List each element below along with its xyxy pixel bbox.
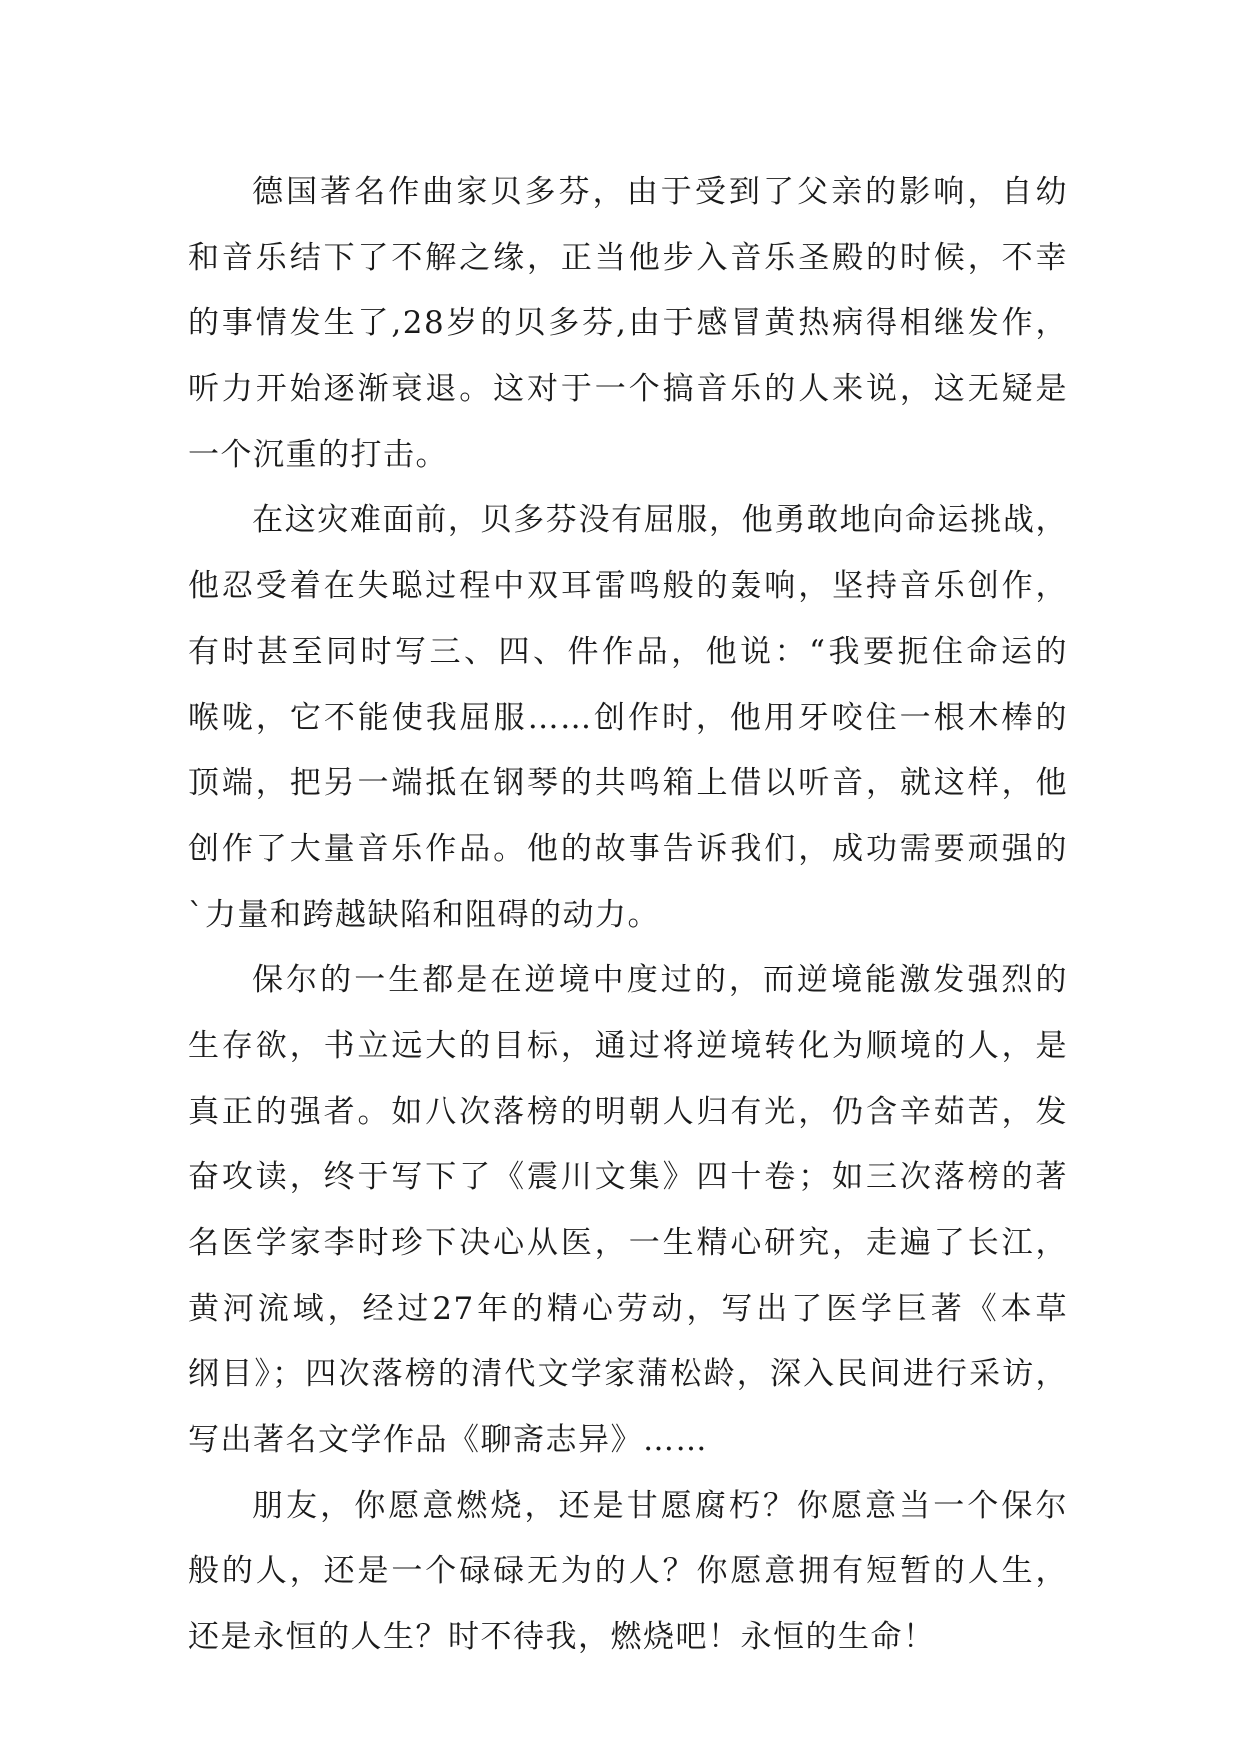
text-line: 黄河流域，经过27年的精心劳动，写出了医学巨著《本草 <box>188 1290 1068 1327</box>
paragraph-beethoven-struggle <box>188 488 1068 948</box>
text-line: 他忍受着在失聪过程中双耳雷鸣般的轰响，坚持音乐创作， <box>188 568 1068 605</box>
text-line: 德国著名作曲家贝多芬，由于受到了父亲的影响，自幼 <box>252 174 1068 210</box>
text-line: 写出著名文学作品《聊斋志异》…… <box>188 1422 708 1459</box>
paragraph-adversity-examples <box>188 948 1068 1474</box>
text-line: 奋攻读，终于写下了《震川文集》四十卷；如三次落榜的著 <box>188 1159 1068 1196</box>
text-line: 在这灾难面前，贝多芬没有屈服，他勇敢地向命运挑战， <box>252 502 1068 539</box>
text-line: 听力开始逐渐衰退。这对于一个搞音乐的人来说，这无疑是 <box>188 371 1068 408</box>
paragraph-conclusion <box>188 1474 1068 1671</box>
text-line: 顶端，把另一端抵在钢琴的共鸣箱上借以听音，就这样，他 <box>188 765 1068 802</box>
text-line: 名医学家李时珍下决心从医，一生精心研究，走遍了长江， <box>188 1225 1068 1261</box>
text-line: 和音乐结下了不解之缘，正当他步入音乐圣殿的时候，不幸 <box>188 239 1068 276</box>
text-line: 喉咙，它不能使我屈服……创作时，他用牙咬住一根木棒的 <box>188 699 1068 736</box>
document-body <box>188 160 1068 1671</box>
text-line: 生存欲，书立远大的目标，通过将逆境转化为顺境的人，是 <box>188 1027 1068 1064</box>
text-line: 真正的强者。如八次落榜的明朝人归有光，仍含辛茹苦，发 <box>188 1093 1068 1130</box>
text-line: 般的人，还是一个碌碌无为的人？你愿意拥有短暂的人生， <box>188 1553 1068 1590</box>
paragraph-beethoven-intro <box>188 160 1068 488</box>
text-line: 一个沉重的打击。 <box>188 436 448 473</box>
text-line: 保尔的一生都是在逆境中度过的，而逆境能激发强烈的 <box>252 962 1068 999</box>
text-line: 还是永恒的人生？时不待我，燃烧吧！永恒的生命！ <box>188 1619 936 1656</box>
text-line: 创作了大量音乐作品。他的故事告诉我们，成功需要顽强的 <box>188 830 1068 867</box>
text-line: 朋友，你愿意燃烧，还是甘愿腐朽？你愿意当一个保尔 <box>252 1487 1068 1524</box>
text-line: 纲目》；四次落榜的清代文学家蒲松龄，深入民间进行采访， <box>188 1356 1068 1393</box>
text-line: 的事情发生了,28岁的贝多芬,由于感冒黄热病得相继发作， <box>188 305 1068 342</box>
text-line: 有时甚至同时写三、四、件作品，他说：“我要扼住命运的 <box>188 633 1068 670</box>
text-line: `力量和跨越缺陷和阻碍的动力。 <box>188 896 660 933</box>
